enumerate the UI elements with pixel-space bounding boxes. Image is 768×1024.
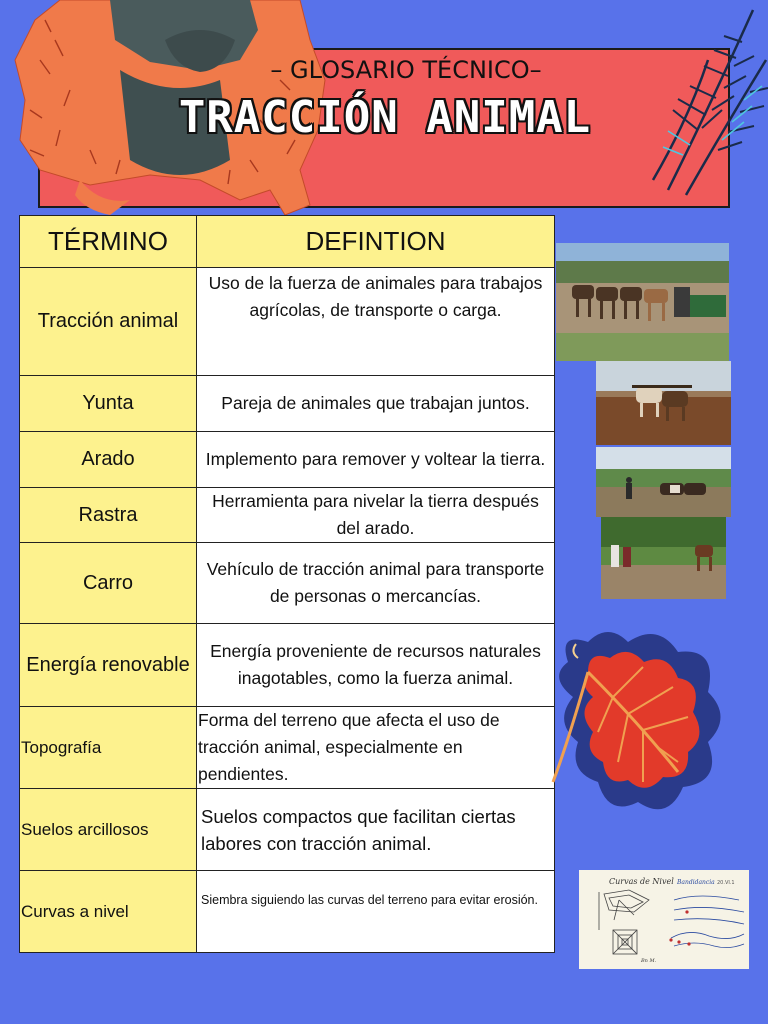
term-cell: Carro — [20, 543, 197, 624]
definition-cell: Suelos compactos que facilitan ciertas labores con tracción animal. — [197, 789, 555, 871]
table-row — [20, 376, 555, 432]
term-cell: Curvas a nivel — [20, 871, 197, 953]
term-cell: Energía renovable — [20, 624, 197, 707]
term-cell: Yunta — [20, 376, 197, 432]
definition-cell: Vehículo de tracción animal para transporte de personas o mercancías. — [197, 543, 555, 624]
definition-cell: Siembra siguiendo las curvas del terreno para evitar erosión. — [197, 871, 555, 953]
table-row — [20, 488, 555, 543]
term-cell: Topografía — [20, 707, 197, 789]
sketch-signature: Bandidancia — [677, 879, 715, 886]
definition-cell: Energía proveniente de recursos naturales inagotables, como la fuerza animal. — [197, 624, 555, 707]
glossary-subtitle: – GLOSARIO TÉCNICO– — [270, 56, 542, 84]
table-header-row — [20, 216, 555, 268]
sketch-date: 20.VI.1 — [717, 880, 735, 886]
definition-cell: Pareja de animales que trabajan juntos. — [197, 376, 555, 432]
definition-cell: Uso de la fuerza de animales para trabajos agrícolas, de transporte o carga. — [197, 268, 555, 376]
oxen-yoke-photo — [596, 361, 731, 445]
sketch-heading: Curvas de Nivel — [609, 877, 674, 886]
harrow-field-photo — [596, 447, 731, 517]
term-column-header: TÉRMINO — [20, 216, 197, 268]
table-row — [20, 268, 555, 376]
horses-plowing-photo — [556, 243, 729, 361]
table-row — [20, 871, 555, 953]
term-cell: Rastra — [20, 488, 197, 543]
definition-cell: Forma del terreno que afecta el uso de tracción animal, especialmente en pendientes. — [197, 707, 555, 789]
contour-lines-sketch — [579, 870, 749, 969]
fern-illustration — [628, 0, 768, 200]
table-row — [20, 624, 555, 707]
table-row — [20, 789, 555, 871]
table-row — [20, 707, 555, 789]
sketch-note: Bn M. — [641, 958, 657, 964]
horse-cart-photo — [601, 517, 726, 599]
glossary-table — [19, 215, 555, 953]
term-cell: Suelos arcillosos — [20, 789, 197, 871]
table-row — [20, 543, 555, 624]
table-row — [20, 432, 555, 488]
page-title: TRACCIÓN ANIMAL — [178, 92, 592, 143]
term-cell: Tracción animal — [20, 268, 197, 376]
term-cell: Arado — [20, 432, 197, 488]
definition-cell: Herramienta para nivelar la tierra después del arado. — [197, 488, 555, 543]
leaf-illustration — [548, 622, 733, 827]
definition-cell: Implemento para remover y voltear la tierra. — [197, 432, 555, 488]
definition-column-header: DEFINTION — [197, 216, 555, 268]
